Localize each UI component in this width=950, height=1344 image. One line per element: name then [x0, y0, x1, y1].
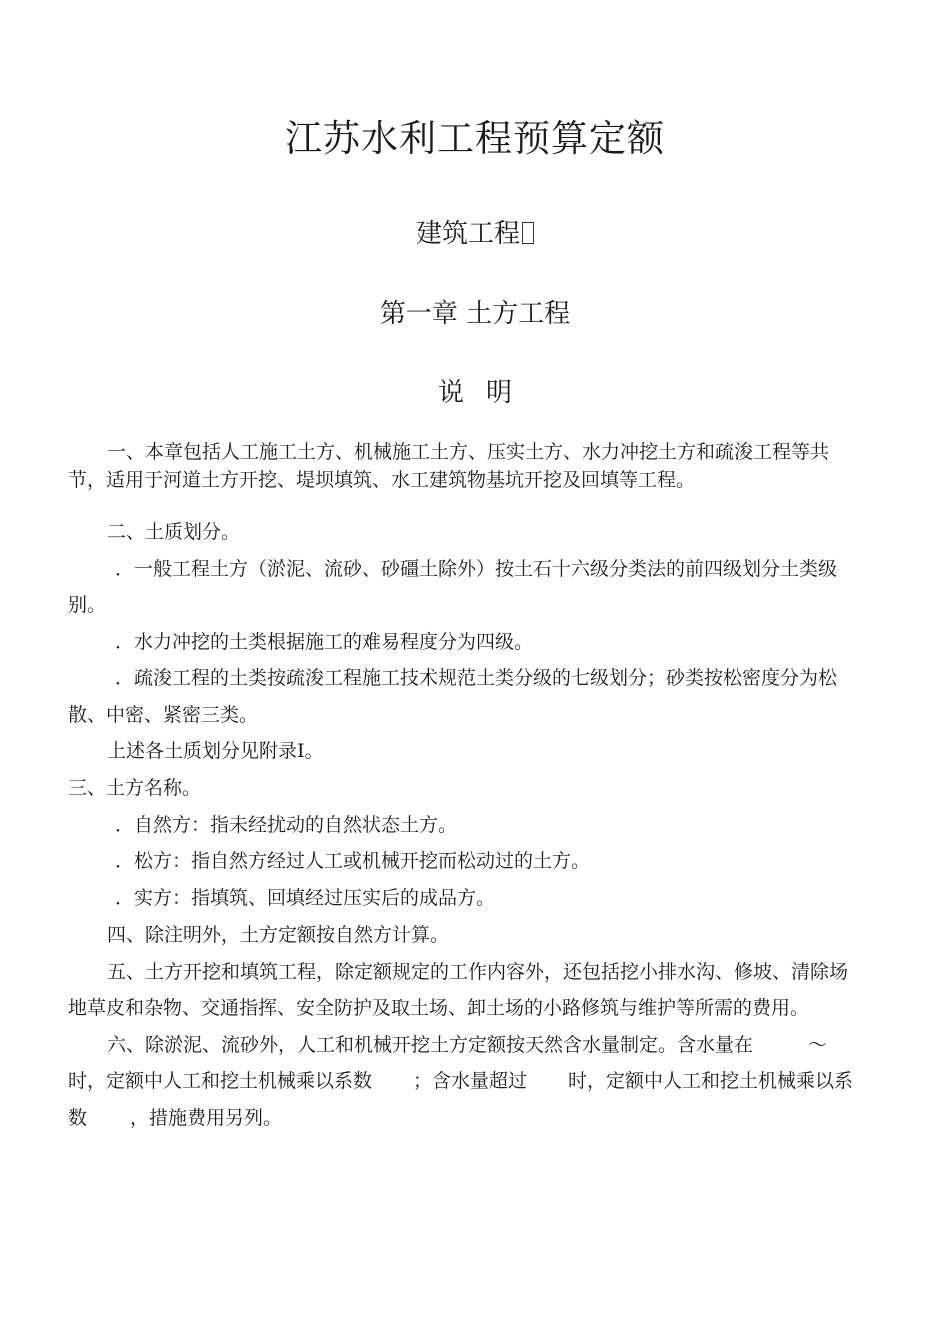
- section-subtitle-text: 建筑工程: [415, 219, 520, 249]
- paragraph-2-item-1-line-2: 别。: [68, 594, 107, 616]
- paragraph-2-note: 上述各土质划分见附录Ⅰ。: [107, 740, 324, 762]
- paragraph-3-item-1: ．自然方：指未经扰动的自然状态土方。: [115, 814, 458, 836]
- paragraph-3-heading: 三、土方名称。: [68, 777, 202, 799]
- paragraph-3-item-3: ．实方：指填筑、回填经过压实后的成品方。: [115, 887, 496, 909]
- paragraph-6-line-2-mid: ；含水量超过: [413, 1070, 528, 1092]
- paragraph-6-line-2: 时，定额中人工和挖土机械乘以系数: [68, 1070, 373, 1092]
- paragraph-6-line-3-start: 数: [68, 1107, 88, 1129]
- paragraph-6-line-3-end: ，措施费用另列。: [130, 1107, 283, 1129]
- paragraph-6-line-1: 六、除淤泥、流砂外，人工和机械开挖土方定额按天然含水量制定。含水量在: [107, 1034, 754, 1056]
- paragraph-4: 四、除注明外，土方定额按自然方计算。: [107, 924, 450, 946]
- paragraph-2-item-3-line-1: ．疏浚工程的土类按疏浚工程施工技术规范土类分级的七级划分；砂类按松密度分为松: [115, 667, 838, 689]
- paragraph-2-heading: 二、土质划分。: [107, 521, 241, 543]
- paragraph-2-item-1-line-1: ．一般工程土方（淤泥、流砂、砂礓土除外）按土石十六级分类法的前四级划分土类级: [115, 558, 838, 580]
- paragraph-6-line-2-end: 时，定额中人工和挖土机械乘以系: [568, 1070, 854, 1092]
- chapter-heading: 第一章 土方工程: [379, 299, 571, 329]
- explanation-heading: 说明: [437, 378, 534, 408]
- paragraph-1-line-1: 一、本章包括人工施工土方、机械施工土方、压实土方、水力冲挖土方和疏浚工程等共: [107, 441, 830, 463]
- section-subtitle: [0, 213, 950, 250]
- paragraph-5-line-1: 五、土方开挖和填筑工程，除定额规定的工作内容外，还包括挖小排水沟、修坡、清除场: [107, 961, 849, 983]
- paragraph-2-item-2: ．水力冲挖的土类根据施工的难易程度分为四级。: [115, 631, 534, 653]
- unknown-glyph-icon: [522, 222, 534, 244]
- paragraph-1-line-2: 节，适用于河道土方开挖、堤坝填筑、水工建筑物基坑开挖及回填等工程。: [68, 469, 696, 491]
- paragraph-2-item-3-line-2: 散、中密、紧密三类。: [68, 704, 259, 726]
- paragraph-6-line-1-tilde: ～: [808, 1034, 828, 1056]
- paragraph-3-item-2: ．松方：指自然方经过人工或机械开挖而松动过的土方。: [115, 850, 591, 872]
- paragraph-5-line-2: 地草皮和杂物、交通指挥、安全防护及取土场、卸土场的小路修筑与维护等所需的费用。: [68, 997, 810, 1019]
- document-title: 江苏水利工程预算定额: [285, 117, 665, 160]
